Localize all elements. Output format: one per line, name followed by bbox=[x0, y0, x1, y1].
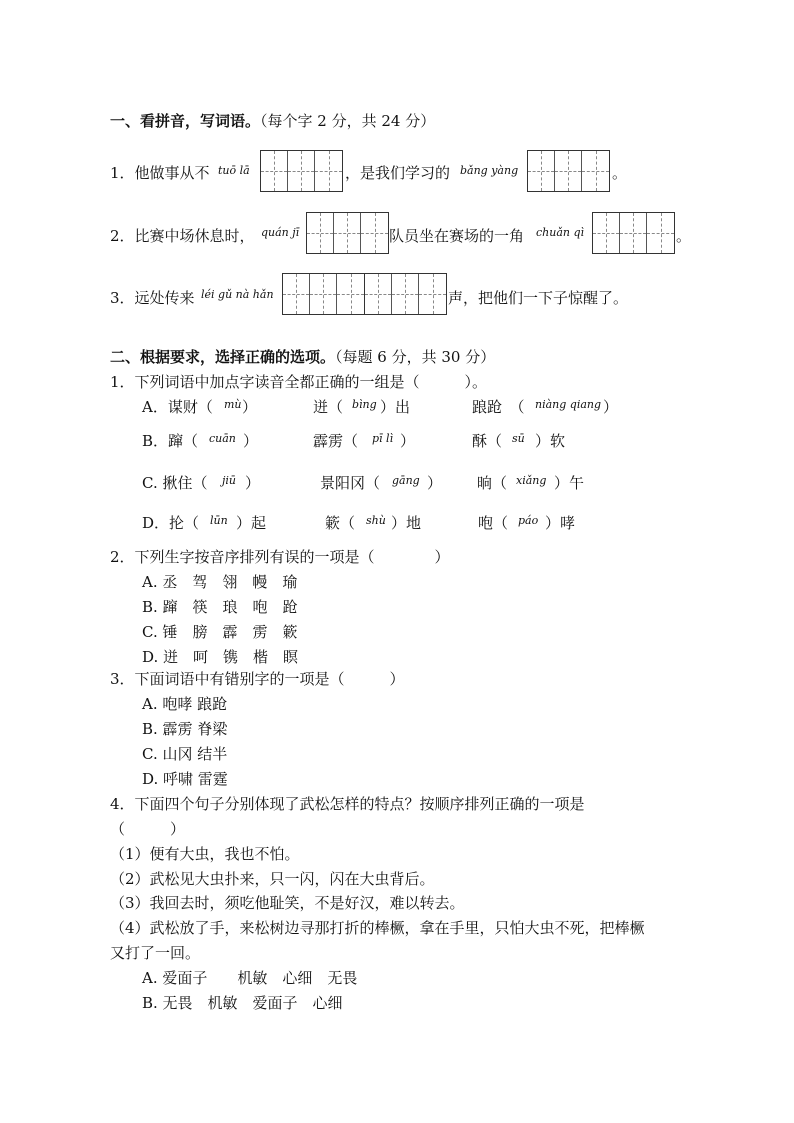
s2-q1-d-1: D．抡（ bbox=[142, 514, 200, 532]
s1-q2-pinyin1: quán jī bbox=[261, 226, 300, 239]
s1-q2-a: 2．比赛中场休息时， bbox=[110, 227, 255, 245]
s2-q1-c-py1: jiū bbox=[222, 474, 237, 487]
s2-q4-sentence-3: （3）我回去时，须吃他耻笑，不是好汉，难以转去。 bbox=[110, 894, 465, 912]
s2-q1-a-5: 踉跄 （ bbox=[472, 398, 525, 416]
s2-q1-c-1: C. 揪住（ bbox=[142, 474, 208, 492]
s2-q1-d-6: ）哮 bbox=[545, 514, 576, 532]
s2-q1-c-5: 晌（ bbox=[477, 474, 508, 492]
s2-q1-b-1: B．蹿（ bbox=[142, 432, 199, 450]
s2-q3-stem: 3．下面词语中有错别字的一项是（ ） bbox=[110, 670, 405, 688]
s2-q1-d-4: ）地 bbox=[391, 514, 422, 532]
s1-q3-b: 声，把他们一下子惊醒了。 bbox=[448, 289, 629, 307]
s1-q1-pinyin1: tuō lā bbox=[218, 164, 250, 177]
s1-q2-writing-grid-1[interactable] bbox=[306, 212, 389, 254]
section2-note: （每题 6 分，共 30 分） bbox=[335, 348, 496, 366]
s2-q1-a-1: A．谋财（ bbox=[142, 398, 213, 416]
section1-title-text: 一、看拼音，写词语。 bbox=[110, 112, 261, 130]
s2-q2-option-c: C. 锤 膀 霹 雳 簌 bbox=[142, 623, 298, 641]
s2-q1-a-py1: mù bbox=[224, 398, 242, 411]
s2-q1-d-3: 簌（ bbox=[325, 514, 356, 532]
s2-q1-c-3: 景阳冈（ bbox=[320, 474, 381, 492]
s1-q2-writing-grid-2[interactable] bbox=[592, 212, 675, 254]
s2-q1-stem: 1．下列词语中加点字读音全都正确的一组是（ ）。 bbox=[110, 373, 488, 391]
s2-q4-sentence-4b: 又打了一回。 bbox=[110, 944, 201, 962]
s2-q1-d-5: 咆（ bbox=[478, 514, 509, 532]
s2-q1-b-py1: cuān bbox=[209, 432, 236, 445]
s1-q2-b: 队员坐在赛场的一角 bbox=[389, 227, 525, 245]
s2-q4-sentence-1: （1）便有大虫，我也不怕。 bbox=[110, 845, 300, 863]
s1-q1-writing-grid-1[interactable] bbox=[260, 150, 343, 192]
s1-q1-pinyin2: bǎng yàng bbox=[460, 164, 519, 177]
s2-q4-sentence-2: （2）武松见大虫扑来，只一闪，闪在大虫背后。 bbox=[110, 870, 435, 888]
s2-q1-b-3: 霹雳（ bbox=[313, 432, 359, 450]
s1-q3-pinyin1: léi gǔ nà hǎn bbox=[201, 288, 274, 301]
s1-q3-writing-grid[interactable] bbox=[282, 273, 447, 315]
s2-q1-c-py3: xiǎng bbox=[516, 474, 547, 487]
s2-q4-stem-2: （ ） bbox=[110, 820, 186, 838]
s2-q2-option-d: D. 迸 呵 镌 楷 瞑 bbox=[142, 648, 299, 666]
s2-q3-option-d: D. 呼啸 雷霆 bbox=[142, 770, 228, 788]
s1-q1-a: 1．他做事从不 bbox=[110, 164, 210, 182]
s2-q2-option-b: B. 蹿 筷 琅 咆 跄 bbox=[142, 598, 298, 616]
s2-q1-d-py1: lūn bbox=[210, 514, 228, 527]
s2-q3-option-c: C. 山冈 结半 bbox=[142, 745, 228, 763]
s2-q1-d-py2: shù bbox=[366, 514, 386, 527]
s1-q3-a: 3．远处传来 bbox=[110, 289, 195, 307]
s2-q2-stem: 2．下列生字按音序排列有误的一项是（ ） bbox=[110, 548, 450, 566]
s2-q1-b-py3: sū bbox=[512, 432, 525, 445]
s2-q1-b-py2: pī lì bbox=[372, 432, 394, 445]
s2-q3-option-b: B. 霹雳 脊梁 bbox=[142, 720, 228, 738]
s2-q3-option-a: A. 咆哮 踉跄 bbox=[142, 695, 228, 713]
s2-q1-a-6: ） bbox=[603, 398, 619, 416]
s2-q4-sentence-4a: （4）武松放了手，来松树边寻那打折的棒橛，拿在手里，只怕大虫不死，把棒橛 bbox=[110, 919, 645, 937]
s2-q1-a-3: 迸（ bbox=[313, 398, 344, 416]
s2-q1-b-2: ） bbox=[243, 432, 259, 450]
s2-q4-stem-1: 4．下面四个句子分别体现了武松怎样的特点？按顺序排列正确的一项是 bbox=[110, 795, 585, 813]
s2-q1-c-py2: gāng bbox=[392, 474, 420, 487]
section2-title-text: 二、根据要求，选择正确的选项。 bbox=[110, 348, 336, 366]
s2-q1-b-6: ）软 bbox=[535, 432, 566, 450]
s1-q2-pinyin2: chuǎn qì bbox=[536, 226, 585, 239]
s2-q2-option-a: A. 丞 驾 翎 幔 瑜 bbox=[142, 573, 298, 591]
s1-q1-b: ，是我们学习的 bbox=[345, 164, 451, 182]
section2-title bbox=[110, 346, 495, 367]
s2-q1-b-4: ） bbox=[400, 432, 416, 450]
s2-q4-option-b: B. 无畏 机敏 爱面子 心细 bbox=[142, 994, 343, 1012]
s2-q1-c-6: ）午 bbox=[554, 474, 585, 492]
s1-q2-c: 。 bbox=[676, 227, 692, 245]
section1-note: （每个字 2 分，共 24 分） bbox=[260, 112, 436, 130]
section1-title bbox=[110, 110, 435, 131]
s2-q1-d-2: ）起 bbox=[236, 514, 267, 532]
s2-q1-a-2: ） bbox=[242, 398, 258, 416]
s1-q1-writing-grid-2[interactable] bbox=[527, 150, 610, 192]
s2-q1-b-5: 酥（ bbox=[472, 432, 503, 450]
s2-q1-a-py2: bìng bbox=[352, 398, 377, 411]
s2-q1-a-4: ）出 bbox=[380, 398, 411, 416]
s2-q1-c-4: ） bbox=[427, 474, 443, 492]
s2-q1-a-py3: niàng qiang bbox=[535, 398, 602, 411]
s2-q4-option-a: A. 爱面子 机敏 心细 无畏 bbox=[142, 969, 358, 987]
s1-q1-c: 。 bbox=[612, 164, 628, 182]
s2-q1-c-2: ） bbox=[245, 474, 261, 492]
s2-q1-d-py3: páo bbox=[518, 514, 539, 527]
